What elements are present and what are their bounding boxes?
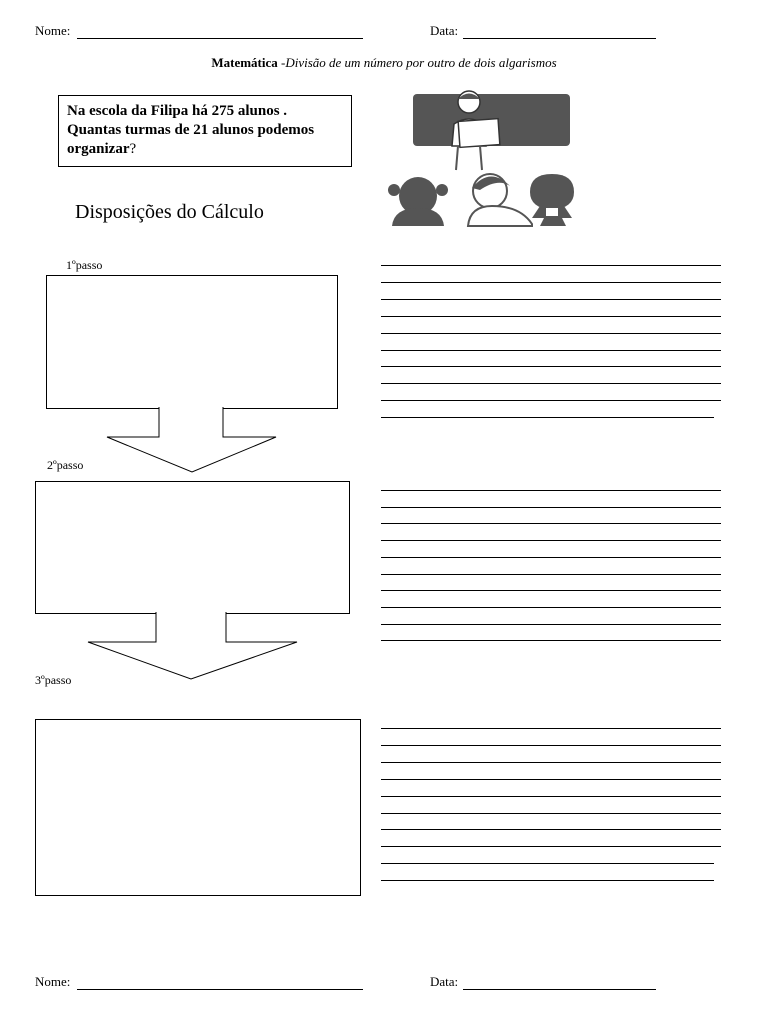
step-1-label: 1ºpasso <box>66 258 103 272</box>
classroom-teacher-students-icon <box>380 86 615 231</box>
step-3-box[interactable] <box>35 719 361 896</box>
answer-line[interactable] <box>381 490 721 491</box>
subject-label: Matemática <box>211 55 278 70</box>
problem-text: Na escola da Filipa há 275 alunos . Quantas turmas de 21 alunos podemos organizar <box>67 103 315 157</box>
footer-date-line[interactable] <box>463 989 656 990</box>
answer-line[interactable] <box>381 863 714 864</box>
answer-line[interactable] <box>381 417 714 418</box>
answer-line[interactable] <box>381 796 721 797</box>
answer-line[interactable] <box>381 350 721 351</box>
date-line[interactable] <box>463 38 656 39</box>
worksheet-subtitle <box>0 55 768 71</box>
topic-label: -Divisão de um número por outro de dois algarismos <box>277 55 557 70</box>
answer-line[interactable] <box>381 540 721 541</box>
answer-line[interactable] <box>381 607 721 608</box>
answer-line[interactable] <box>381 366 721 367</box>
step-1-box[interactable] <box>46 275 338 409</box>
answer-line[interactable] <box>381 624 721 625</box>
name-line[interactable] <box>77 38 363 39</box>
answer-line[interactable] <box>381 846 721 847</box>
answer-line[interactable] <box>381 400 721 401</box>
problem-box <box>58 95 352 167</box>
answer-line[interactable] <box>381 574 721 575</box>
step-1-arrow <box>106 407 278 473</box>
answer-line[interactable] <box>381 728 721 729</box>
footer-name-label: Nome: <box>35 974 71 989</box>
answer-line[interactable] <box>381 316 721 317</box>
answer-line[interactable] <box>381 829 721 830</box>
answer-line[interactable] <box>381 383 721 384</box>
answer-line[interactable] <box>381 557 721 558</box>
answer-line[interactable] <box>381 507 721 508</box>
answer-line[interactable] <box>381 590 721 591</box>
answer-line[interactable] <box>381 333 721 334</box>
footer-name-line[interactable] <box>77 989 363 990</box>
answer-line[interactable] <box>381 813 721 814</box>
date-label: Data: <box>430 23 459 38</box>
name-label: Nome: <box>35 23 71 38</box>
step-2-arrow <box>87 612 299 680</box>
answer-line[interactable] <box>381 282 721 283</box>
calc-title: Disposições do Cálculo <box>75 201 264 223</box>
answer-line[interactable] <box>381 299 721 300</box>
answer-line[interactable] <box>381 523 721 524</box>
answer-line[interactable] <box>381 640 721 641</box>
footer-date-label: Data: <box>430 974 459 989</box>
answer-line[interactable] <box>381 265 721 266</box>
problem-question-mark: ? <box>129 141 137 157</box>
answer-line[interactable] <box>381 880 714 881</box>
step-3-label: 3ºpasso <box>35 673 72 687</box>
step-2-box[interactable] <box>35 481 350 614</box>
answer-line[interactable] <box>381 762 721 763</box>
answer-line[interactable] <box>381 745 721 746</box>
step-2-label: 2ºpasso <box>47 458 84 472</box>
answer-line[interactable] <box>381 779 721 780</box>
